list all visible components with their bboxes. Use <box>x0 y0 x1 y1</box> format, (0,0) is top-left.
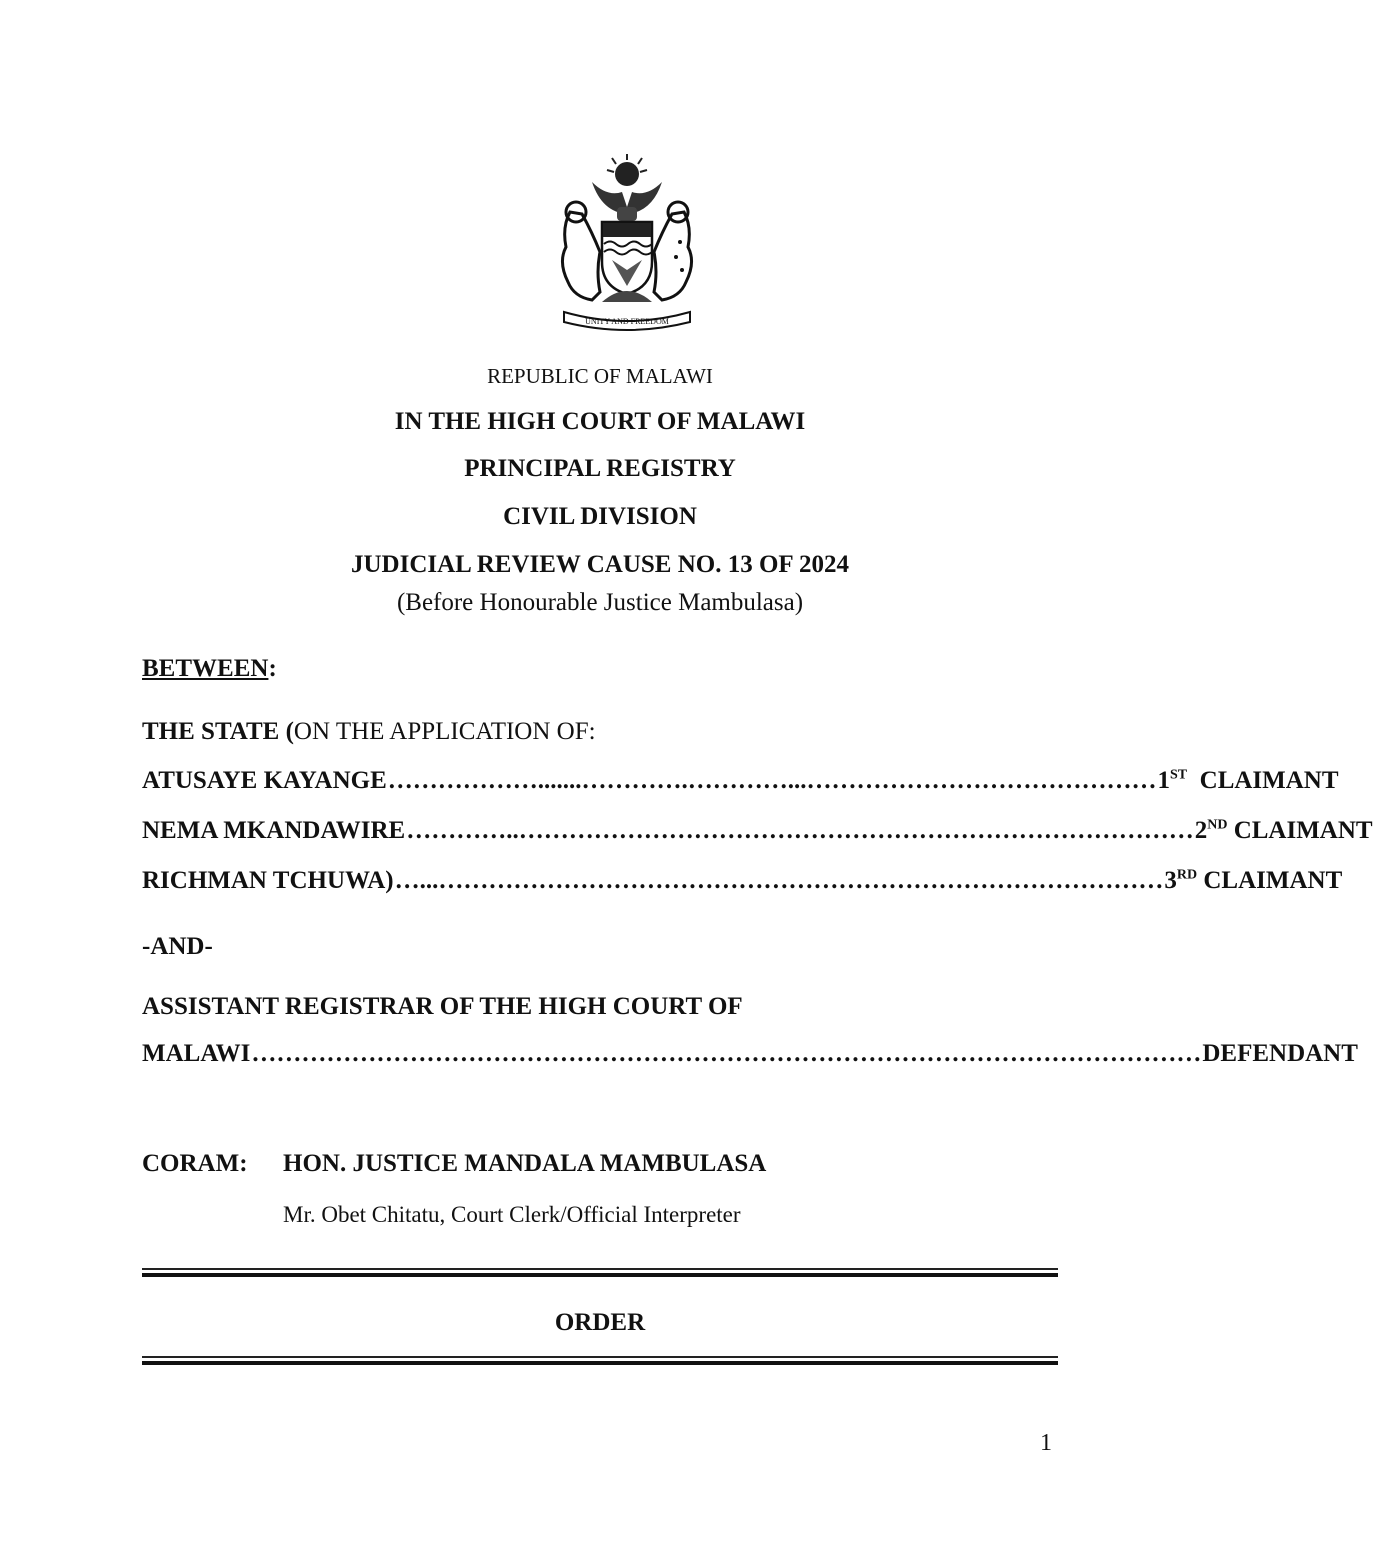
page-number: 1 <box>1040 1430 1052 1456</box>
claimant-name: RICHMAN TCHUWA) <box>142 867 394 894</box>
cause-number-heading: JUDICIAL REVIEW CAUSE NO. 13 OF 2024 <box>351 551 849 578</box>
svg-text:UNITY AND FREEDOM: UNITY AND FREEDOM <box>585 317 669 326</box>
document-title: ORDER <box>554 1309 646 1336</box>
bottom-double-rule <box>142 1356 1058 1365</box>
coram-judge: HON. JUSTICE MANDALA MAMBULASA <box>283 1150 767 1177</box>
defendant-row: MALAWI …………………………………………………………………………………………………… DEFENDANT <box>142 1040 1358 1067</box>
court-clerk: Mr. Obet Chitatu, Court Clerk/Official Interpreter <box>283 1202 741 1227</box>
registry-heading: PRINCIPAL REGISTRY <box>464 455 736 482</box>
defendant-name: MALAWI <box>142 1040 251 1067</box>
state-line: THE STATE (ON THE APPLICATION OF: <box>142 718 596 745</box>
coat-of-arms-icon <box>552 152 702 332</box>
claimant-row: NEMA MKANDAWIRE …………..……………………………………………………………………… 2ND CLAIMANT <box>142 817 1373 844</box>
before-judge-line: (Before Honourable Justice Mambulasa) <box>396 589 804 616</box>
between-label: BETWEEN: <box>142 655 277 682</box>
court-heading: IN THE HIGH COURT OF MALAWI <box>394 408 806 435</box>
claimant-row: RICHMAN TCHUWA) …...…………………………………………………………………………… 3RD CLAIMANT <box>142 867 1343 894</box>
defendant-line-1: ASSISTANT REGISTRAR OF THE HIGH COURT OF <box>142 993 743 1020</box>
defendant-role: DEFENDANT <box>1202 1040 1358 1067</box>
and-separator: -AND- <box>142 933 213 960</box>
claimant-name: NEMA MKANDAWIRE <box>142 817 406 844</box>
division-heading: CIVIL DIVISION <box>503 503 697 530</box>
top-double-rule <box>142 1268 1058 1277</box>
coram-label: CORAM: <box>142 1150 248 1177</box>
claimant-name: ATUSAYE KAYANGE <box>142 767 387 794</box>
republic-heading: REPUBLIC OF MALAWI <box>487 364 713 388</box>
claimant-row: ATUSAYE KAYANGE ……………….......………….…………...…………………………………… 1ST CLAIMANT <box>142 767 1339 794</box>
